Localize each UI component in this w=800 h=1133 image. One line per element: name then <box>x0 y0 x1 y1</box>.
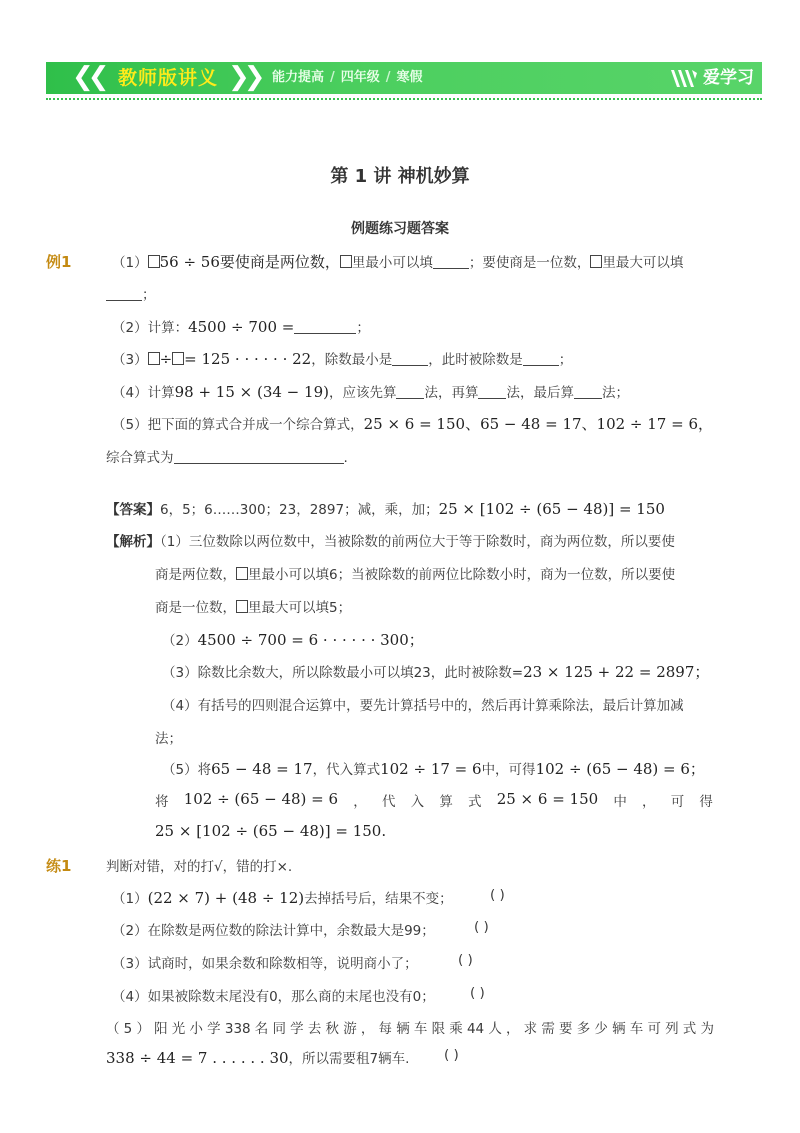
analysis-p5-line2 <box>155 790 713 810</box>
example-label: 例1 <box>46 253 72 271</box>
answer-parens: ( ) <box>458 952 473 968</box>
q-text: ； <box>142 287 156 303</box>
box-icon <box>172 352 184 365</box>
answer-blank <box>294 319 356 334</box>
practice-item-5: （5）阳光小学338名同学去秋游，每辆车限乘44人，求需要多少辆车可列式为 <box>106 1021 714 1037</box>
answer-blank <box>574 384 602 399</box>
box-icon <box>590 255 602 268</box>
practice-item-3: （3）试商时，如果余数和除数相等，说明商小了； <box>112 956 418 972</box>
q-text: 里最小可以填 <box>351 255 433 271</box>
practice-item-2: （2）在除数是两位数的除法计算中，余数最大是99； <box>112 923 435 939</box>
answer-blank <box>523 351 559 366</box>
practice-label: 练1 <box>46 857 72 875</box>
answer-blank <box>478 384 506 399</box>
q-text: （2）计算： <box>112 320 189 336</box>
q-text: 综合算式为 <box>106 450 174 466</box>
q-text: ； <box>558 352 573 368</box>
answer-math: 25 × [102 ÷ (65 − 48)] = 150 <box>438 500 665 518</box>
q-text: 56 ÷ 56要使商是两位数， <box>159 253 340 271</box>
analysis-math: 65 − 48 = 17 <box>211 760 313 778</box>
analysis-text: （5）将 <box>162 762 212 778</box>
double-chevron-right-icon: ❯❯ <box>228 62 260 92</box>
question-3 <box>112 348 572 368</box>
answer-parens: ( ) <box>470 985 485 1001</box>
analysis-text: （2） <box>162 633 198 649</box>
box-icon <box>340 255 352 268</box>
section-title: 例题练习题答案 <box>351 221 449 237</box>
answer-blank <box>106 286 142 301</box>
analysis-text: 入 <box>410 794 425 810</box>
breadcrumb-item: 能力提高 <box>272 70 325 85</box>
lecture-title: 第 1 讲 神机妙算 <box>330 166 470 187</box>
analysis-text: 代 <box>381 794 396 810</box>
analysis-text: 得 <box>699 794 713 810</box>
double-chevron-left-icon: ❮❮ <box>72 62 104 92</box>
analysis-text: 中，可得 <box>481 762 536 778</box>
question-5 <box>112 413 713 434</box>
q-math: 4500 ÷ 700 = <box>188 318 295 336</box>
answer-parens: ( ) <box>474 919 489 935</box>
q-number: （1） <box>112 255 148 271</box>
analysis-text: （4）有括号的四则混合运算中，要先计算括号中的，然后再计算乘除法，最后计算加减 <box>162 698 684 714</box>
answer-blank <box>396 384 424 399</box>
analysis-math: 25 × [102 ÷ (65 − 48)] = 150. <box>155 822 387 840</box>
q-text: 里最大可以填 <box>602 255 684 271</box>
analysis-text: 商是两位数， <box>155 567 236 583</box>
brand-logo <box>669 62 754 94</box>
answer-parens: ( ) <box>444 1047 459 1063</box>
header-banner <box>46 62 762 94</box>
handout-title: 教师版讲义 <box>118 67 219 89</box>
question-1-cont <box>106 283 156 303</box>
analysis-text: 式 <box>468 794 482 810</box>
analysis-text: ，代入算式 <box>312 762 381 778</box>
item-text: 去掉括号后，结果不变； <box>304 891 453 907</box>
analysis-p4-line2 <box>155 727 182 747</box>
q-text: ；要使商是一位数， <box>468 255 591 271</box>
analysis-p1-line2 <box>155 563 675 583</box>
analysis-text: 中 <box>613 794 627 810</box>
q-math: ÷ <box>159 350 173 368</box>
practice-intro: 判断对错，对的打√，错的打×. <box>106 859 293 875</box>
practice-item-5-cont <box>106 1047 409 1067</box>
answer-blank <box>174 449 344 464</box>
q-text: ，此时被除数是 <box>428 352 523 368</box>
answer-text: 6，5；6……300；23，2897；减，乘，加； <box>160 502 439 518</box>
analysis-text: 里最小可以填6；当被除数的前两位比除数小时，商为一位数，所以要使 <box>248 567 676 583</box>
box-icon <box>148 352 160 365</box>
question-2 <box>112 316 370 336</box>
q-math: 98 + 15 × (34 − 19) <box>174 383 329 401</box>
analysis-text: 商是一位数， <box>155 600 236 616</box>
analysis-text: （1）三位数除以两位数中，当被除数的前两位大于等于除数时，商为两位数，所以要使 <box>160 534 675 550</box>
analysis-math: 102 ÷ (65 − 48) = 6； <box>535 760 705 778</box>
item-text: （1） <box>112 891 148 907</box>
item-text: ，所以需要租7辆车. <box>288 1051 410 1067</box>
brand-name: 爱学习 <box>703 68 754 88</box>
analysis-text: 法； <box>155 731 182 747</box>
item-math: (22 × 7) + (48 ÷ 12) <box>147 889 305 907</box>
question-5-cont <box>106 446 348 466</box>
q-math: 25 × 6 = 150、65 − 48 = 17、102 ÷ 17 = 6， <box>363 415 714 433</box>
q-text: ； <box>356 320 370 336</box>
analysis-text: 里最大可以填5； <box>248 600 352 616</box>
analysis-text: 可 <box>670 794 685 810</box>
q-text: ，除数最小是 <box>311 352 393 368</box>
analysis-text: 将 <box>155 794 169 810</box>
answer-blank <box>433 254 469 269</box>
analysis-math: 102 ÷ 17 = 6 <box>380 760 482 778</box>
answer-line <box>106 498 665 518</box>
answer-blank <box>392 351 428 366</box>
q-text: 法，再算 <box>424 385 479 401</box>
analysis-p1 <box>106 530 675 550</box>
q-number: （3） <box>112 352 148 368</box>
analysis-p3 <box>162 661 709 682</box>
practice-item-1 <box>112 887 453 907</box>
q-text: （5）把下面的算式合并成一个综合算式， <box>112 417 364 433</box>
q-text: . <box>343 450 348 466</box>
practice-item-4: （4）如果被除数末尾没有0，那么商的末尾也没有0； <box>112 989 435 1005</box>
breadcrumb: 能力提高 / 四年级 / 寒假 <box>272 70 423 85</box>
analysis-text: （3）除数比余数大，所以除数最小可以填23，此时被除数= <box>162 665 524 681</box>
analysis-math: 23 × 125 + 22 = 2897； <box>523 663 710 681</box>
q-text: ，应该先算 <box>328 385 397 401</box>
q-text: 法； <box>601 385 629 401</box>
header-divider <box>46 98 762 100</box>
answer-tag: 【答案】 <box>106 502 160 518</box>
analysis-math: 102 ÷ (65 − 48) = 6 <box>183 790 339 808</box>
box-icon <box>148 255 160 268</box>
q-text: 法，最后算 <box>506 385 574 401</box>
question-1 <box>112 251 683 272</box>
analysis-tag: 【解析】 <box>106 534 160 550</box>
box-icon <box>236 567 248 580</box>
analysis-text: ， <box>353 794 367 810</box>
analysis-text: ， <box>642 794 656 810</box>
question-4 <box>112 381 629 401</box>
analysis-p5 <box>162 758 705 779</box>
analysis-math: 4500 ÷ 700 = 6 · · · · · · 300； <box>197 631 424 649</box>
breadcrumb-item: 寒假 <box>396 70 423 85</box>
analysis-math: 25 × 6 = 150 <box>496 790 599 808</box>
analysis-p2 <box>162 629 424 650</box>
breadcrumb-item: 四年级 <box>340 70 380 85</box>
brand-logo-icon <box>669 67 699 89</box>
analysis-p5-line3 <box>155 822 386 840</box>
answer-parens: ( ) <box>490 887 505 903</box>
analysis-p1-line3 <box>155 596 351 616</box>
analysis-text: 算 <box>439 794 453 810</box>
q-text: （4）计算 <box>112 385 175 401</box>
analysis-p4 <box>162 694 684 714</box>
item-math: 338 ÷ 44 = 7 . . . . . . 30 <box>106 1049 289 1067</box>
box-icon <box>236 600 248 613</box>
q-math: = 125 · · · · · · 22 <box>184 350 312 368</box>
